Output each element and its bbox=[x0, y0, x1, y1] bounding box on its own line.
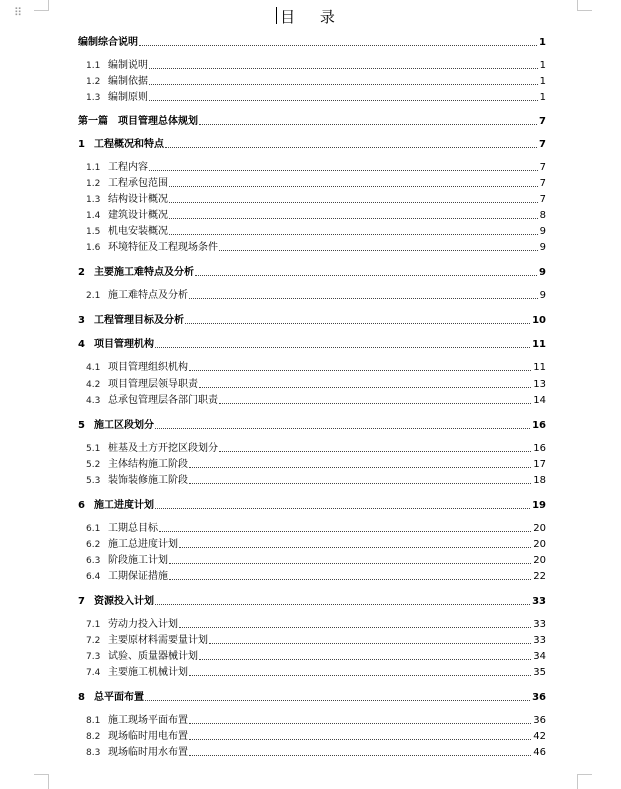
toc-page-number: 7 bbox=[539, 194, 546, 205]
toc-entry-text: 施工区段划分 bbox=[94, 420, 154, 431]
toc-entry-text: 总承包管理层各部门职责 bbox=[108, 395, 218, 406]
toc-leader-dots bbox=[169, 233, 538, 235]
toc-sub-entry[interactable] bbox=[86, 377, 546, 391]
toc-page-number: 10 bbox=[532, 315, 546, 326]
toc-entry-number: 4.1 bbox=[86, 363, 101, 373]
toc-entry-text: 工期总目标 bbox=[108, 523, 158, 534]
toc-sub-entry[interactable] bbox=[86, 521, 546, 535]
toc-entry-text: 结构设计概况 bbox=[108, 194, 168, 205]
toc-leader-dots bbox=[199, 658, 531, 660]
toc-sub-entry[interactable] bbox=[86, 74, 546, 88]
toc-leader-dots bbox=[179, 626, 531, 628]
toc-entry-text: 工程管理目标及分析 bbox=[94, 315, 184, 326]
toc-page-number: 1 bbox=[539, 37, 546, 48]
toc-sub-entry[interactable] bbox=[86, 745, 546, 759]
toc-sub-entry[interactable] bbox=[86, 176, 546, 190]
text-cursor bbox=[276, 7, 277, 24]
toc-leader-dots bbox=[155, 346, 530, 348]
toc-sub-entry[interactable] bbox=[86, 569, 546, 583]
toc-entry-text: 编制原则 bbox=[108, 92, 148, 103]
toc-sub-entry[interactable] bbox=[86, 537, 546, 551]
toc-entry-text: 施工难特点及分析 bbox=[108, 290, 188, 301]
toc-entry-number: 2.1 bbox=[86, 291, 101, 301]
toc-entry-number: 5.2 bbox=[86, 460, 101, 470]
toc-leader-dots bbox=[209, 642, 531, 644]
toc-entry-number: 1.3 bbox=[86, 93, 101, 103]
toc-page-number: 9 bbox=[539, 242, 546, 253]
toc-heading-entry[interactable] bbox=[78, 313, 546, 327]
toc-entry-number: 2 bbox=[78, 267, 85, 278]
toc-sub-entry[interactable] bbox=[86, 633, 546, 647]
toc-sub-entry[interactable] bbox=[86, 208, 546, 222]
toc-leader-dots bbox=[169, 217, 538, 219]
toc-page-number: 17 bbox=[533, 459, 546, 470]
toc-page-number: 33 bbox=[533, 635, 546, 646]
toc-sub-entry[interactable] bbox=[86, 441, 546, 455]
toc-leader-dots bbox=[189, 466, 531, 468]
toc-entry-text: 第一篇 项目管理总体规划 bbox=[78, 116, 198, 127]
toc-entry-text: 主要原材料需要量计划 bbox=[108, 635, 208, 646]
toc-leader-dots bbox=[185, 322, 530, 324]
toc-page-number: 11 bbox=[532, 339, 546, 350]
toc-leader-dots bbox=[145, 699, 530, 701]
toc-leader-dots bbox=[149, 99, 538, 101]
toc-entry-text: 施工总进度计划 bbox=[108, 539, 178, 550]
toc-leader-dots bbox=[165, 146, 537, 148]
toc-entry-number: 6.2 bbox=[86, 540, 101, 550]
toc-page-number: 1 bbox=[539, 92, 546, 103]
toc-leader-dots bbox=[219, 402, 531, 404]
toc-page-number: 9 bbox=[539, 226, 546, 237]
toc-leader-dots bbox=[189, 722, 531, 724]
toc-page-number: 11 bbox=[533, 362, 546, 373]
toc-leader-dots bbox=[219, 450, 531, 452]
toc-heading-entry[interactable] bbox=[78, 337, 546, 351]
toc-entry-number: 7.2 bbox=[86, 636, 101, 646]
toc-leader-dots bbox=[149, 83, 538, 85]
toc-entry-text: 编制依据 bbox=[108, 76, 148, 87]
toc-heading-entry[interactable] bbox=[78, 418, 546, 432]
toc-entry-text: 环境特征及工程现场条件 bbox=[108, 242, 218, 253]
toc-entry-text: 工程概况和特点 bbox=[94, 139, 164, 150]
toc-leader-dots bbox=[149, 67, 538, 69]
toc-page-number: 46 bbox=[533, 747, 546, 758]
toc-leader-dots bbox=[159, 530, 531, 532]
toc-entry-number: 7.4 bbox=[86, 668, 101, 678]
toc-entry-text: 主体结构施工阶段 bbox=[108, 459, 188, 470]
toc-entry-number: 6 bbox=[78, 500, 85, 511]
toc-sub-entry[interactable] bbox=[86, 393, 546, 407]
toc-leader-dots bbox=[155, 427, 530, 429]
toc-entry-text: 项目管理组织机构 bbox=[108, 362, 188, 373]
toc-sub-entry[interactable] bbox=[86, 58, 546, 72]
toc-leader-dots bbox=[169, 578, 531, 580]
toc-leader-dots bbox=[179, 546, 531, 548]
toc-entry-number: 7.1 bbox=[86, 620, 101, 630]
toc-entry-text: 桩基及土方开挖区段划分 bbox=[108, 443, 218, 454]
toc-page-number: 14 bbox=[533, 395, 546, 406]
toc-entry-number: 8 bbox=[78, 692, 85, 703]
toc-page-number: 13 bbox=[533, 379, 546, 390]
toc-entry-number: 6.1 bbox=[86, 524, 101, 534]
toc-leader-dots bbox=[189, 297, 538, 299]
toc-entry-text: 编制综合说明 bbox=[78, 37, 138, 48]
toc-entry-number: 1.6 bbox=[86, 243, 101, 253]
toc-leader-dots bbox=[139, 44, 537, 46]
toc-sub-entry[interactable] bbox=[86, 729, 546, 743]
toc-sub-entry[interactable] bbox=[86, 240, 546, 254]
toc-entry-number: 1.4 bbox=[86, 211, 101, 221]
toc-page-number: 20 bbox=[533, 555, 546, 566]
toc-sub-entry[interactable] bbox=[86, 288, 546, 302]
toc-leader-dots bbox=[189, 674, 531, 676]
toc-entry-text: 资源投入计划 bbox=[94, 596, 154, 607]
toc-leader-dots bbox=[195, 274, 537, 276]
toc-page-number: 35 bbox=[533, 667, 546, 678]
page-corner-mark bbox=[34, 774, 49, 789]
toc-sub-entry[interactable] bbox=[86, 553, 546, 567]
toc-leader-dots bbox=[199, 123, 537, 125]
toc-entry-number: 5.1 bbox=[86, 444, 101, 454]
toc-page-number: 7 bbox=[539, 116, 546, 127]
toc-entry-number: 1.1 bbox=[86, 163, 101, 173]
toc-entry-text: 施工进度计划 bbox=[94, 500, 154, 511]
toc-page-number: 36 bbox=[533, 715, 546, 726]
toc-entry-number: 6.3 bbox=[86, 556, 101, 566]
toc-sub-entry[interactable] bbox=[86, 713, 546, 727]
toc-sub-entry[interactable] bbox=[86, 224, 546, 238]
toc-entry-number: 1.5 bbox=[86, 227, 101, 237]
toc-sub-entry[interactable] bbox=[86, 160, 546, 174]
toc-page-number: 42 bbox=[533, 731, 546, 742]
toc-entry-number: 6.4 bbox=[86, 572, 101, 582]
toc-leader-dots bbox=[189, 482, 531, 484]
toc-entry-number: 4.2 bbox=[86, 380, 101, 390]
toc-title: 目 录 bbox=[280, 8, 345, 26]
toc-entry-text: 工程内容 bbox=[108, 162, 148, 173]
toc-heading-entry[interactable] bbox=[78, 265, 546, 279]
toc-entry-number: 4.3 bbox=[86, 396, 101, 406]
toc-entry-text: 装饰装修施工阶段 bbox=[108, 475, 188, 486]
toc-entry-number: 7 bbox=[78, 596, 85, 607]
drag-handle-icon[interactable]: ⠿ bbox=[14, 6, 24, 19]
toc-heading-entry[interactable] bbox=[78, 137, 546, 151]
toc-page-number: 7 bbox=[539, 162, 546, 173]
toc-entry-text: 现场临时用电布置 bbox=[108, 731, 188, 742]
toc-entry-text: 总平面布置 bbox=[94, 692, 144, 703]
toc-page-number: 9 bbox=[539, 290, 546, 301]
toc-page-number: 20 bbox=[533, 539, 546, 550]
toc-entry-text: 项目管理机构 bbox=[94, 339, 154, 350]
toc-sub-entry[interactable] bbox=[86, 90, 546, 104]
toc-entry-text: 现场临时用水布置 bbox=[108, 747, 188, 758]
toc-page-number: 33 bbox=[533, 619, 546, 630]
toc-entry-text: 主要施工机械计划 bbox=[108, 667, 188, 678]
toc-sub-entry[interactable] bbox=[86, 457, 546, 471]
toc-entry-text: 劳动力投入计划 bbox=[108, 619, 178, 630]
toc-leader-dots bbox=[219, 249, 538, 251]
toc-page-number: 18 bbox=[533, 475, 546, 486]
page-corner-mark bbox=[577, 774, 592, 789]
toc-entry-text: 项目管理层领导职责 bbox=[108, 379, 198, 390]
toc-entry-text: 施工现场平面布置 bbox=[108, 715, 188, 726]
toc-entry-text: 机电安装概况 bbox=[108, 226, 168, 237]
toc-page-number: 1 bbox=[539, 76, 546, 87]
toc-page-number: 8 bbox=[539, 210, 546, 221]
toc-sub-entry[interactable] bbox=[86, 649, 546, 663]
toc-page-number: 34 bbox=[533, 651, 546, 662]
toc-entry-text: 主要施工难特点及分析 bbox=[94, 267, 194, 278]
toc-entry-number: 5.3 bbox=[86, 476, 101, 486]
toc-entry-number: 3 bbox=[78, 315, 85, 326]
toc-sub-entry[interactable] bbox=[86, 360, 546, 374]
toc-entry-text: 建筑设计概况 bbox=[108, 210, 168, 221]
toc-heading-entry[interactable] bbox=[78, 594, 546, 608]
toc-entry-text: 工程承包范围 bbox=[108, 178, 168, 189]
toc-entry-text: 工期保证措施 bbox=[108, 571, 168, 582]
toc-entry-text: 试验、质量器械计划 bbox=[108, 651, 198, 662]
toc-entry-number: 1.1 bbox=[86, 61, 101, 71]
toc-page-number: 16 bbox=[533, 443, 546, 454]
toc-heading-entry[interactable] bbox=[78, 114, 546, 128]
toc-page-number: 1 bbox=[539, 60, 546, 71]
toc-entry-number: 1.2 bbox=[86, 77, 101, 87]
toc-heading-entry[interactable] bbox=[78, 690, 546, 704]
toc-leader-dots bbox=[189, 738, 531, 740]
toc-leader-dots bbox=[149, 169, 538, 171]
toc-entry-number: 8.1 bbox=[86, 716, 101, 726]
toc-page-number: 19 bbox=[532, 500, 546, 511]
toc-page-number: 33 bbox=[532, 596, 546, 607]
toc-sub-entry[interactable] bbox=[86, 665, 546, 679]
toc-page-number: 20 bbox=[533, 523, 546, 534]
toc-page-number: 7 bbox=[539, 139, 546, 150]
toc-entry-text: 编制说明 bbox=[108, 60, 148, 71]
toc-entry-number: 5 bbox=[78, 420, 85, 431]
toc-sub-entry[interactable] bbox=[86, 473, 546, 487]
toc-leader-dots bbox=[155, 507, 530, 509]
page-title bbox=[0, 6, 621, 27]
toc-entry-number: 7.3 bbox=[86, 652, 101, 662]
toc-sub-entry[interactable] bbox=[86, 192, 546, 206]
toc-entry-number: 8.3 bbox=[86, 748, 101, 758]
toc-page-number: 7 bbox=[539, 178, 546, 189]
toc-entry-number: 4 bbox=[78, 339, 85, 350]
toc-leader-dots bbox=[169, 562, 531, 564]
toc-page-number: 22 bbox=[533, 571, 546, 582]
toc-entry-number: 1.3 bbox=[86, 195, 101, 205]
toc-page-number: 16 bbox=[532, 420, 546, 431]
toc-leader-dots bbox=[169, 185, 538, 187]
toc-leader-dots bbox=[199, 386, 531, 388]
toc-sub-entry[interactable] bbox=[86, 617, 546, 631]
toc-leader-dots bbox=[155, 603, 530, 605]
toc-entry-number: 1 bbox=[78, 139, 85, 150]
toc-leader-dots bbox=[189, 754, 531, 756]
toc-leader-dots bbox=[189, 369, 531, 371]
toc-page-number: 9 bbox=[539, 267, 546, 278]
toc-entry-number: 1.2 bbox=[86, 179, 101, 189]
toc-entry-text: 阶段施工计划 bbox=[108, 555, 168, 566]
toc-heading-entry[interactable] bbox=[78, 498, 546, 512]
toc-entry-number: 8.2 bbox=[86, 732, 101, 742]
toc-heading-entry[interactable] bbox=[78, 35, 546, 49]
toc-page-number: 36 bbox=[532, 692, 546, 703]
toc-leader-dots bbox=[169, 201, 538, 203]
